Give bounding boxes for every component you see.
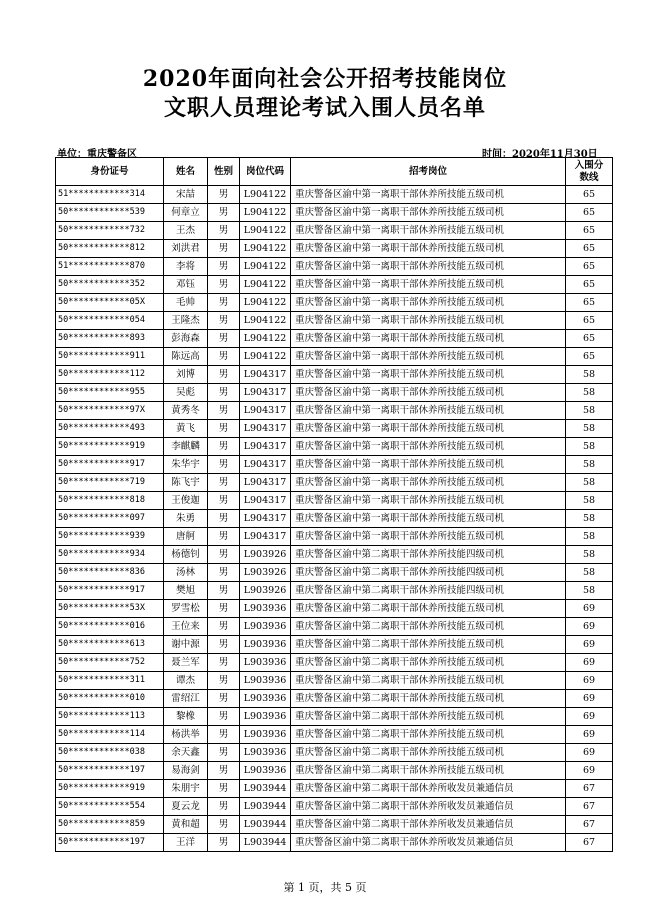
table-row (56, 366, 613, 384)
cell-code: L904122 (240, 258, 291, 276)
cell-post: 重庆警备区渝中第一离职干部休养所技能五级司机 (291, 510, 566, 528)
cell-id: 50************554 (56, 798, 164, 816)
cell-name: 王杰 (164, 222, 208, 240)
cell-name: 吴彪 (164, 384, 208, 402)
document-title-line2: 文职人员理论考试入围人员名单 (163, 95, 486, 121)
cell-score: 58 (566, 402, 613, 420)
cell-sex: 男 (208, 726, 240, 744)
table-row (56, 276, 613, 294)
cell-score: 58 (566, 564, 613, 582)
cell-name: 易海剑 (164, 762, 208, 780)
cell-post: 重庆警备区渝中第二离职干部休养所收发员兼通信员 (291, 816, 566, 834)
cell-id: 50************054 (56, 312, 164, 330)
cell-score: 69 (566, 654, 613, 672)
cell-code: L904317 (240, 492, 291, 510)
cell-name: 王俊迦 (164, 492, 208, 510)
table-row (56, 780, 613, 798)
cell-code: L904122 (240, 240, 291, 258)
cell-sex: 男 (208, 546, 240, 564)
cell-sex: 男 (208, 402, 240, 420)
cell-id: 50************097 (56, 510, 164, 528)
cell-code: L903936 (240, 672, 291, 690)
cell-id: 50************732 (56, 222, 164, 240)
cell-score: 69 (566, 690, 613, 708)
cell-sex: 男 (208, 240, 240, 258)
cell-name: 宋喆 (164, 186, 208, 204)
cell-code: L904317 (240, 438, 291, 456)
cell-id: 50************112 (56, 366, 164, 384)
cell-name: 杨洪举 (164, 726, 208, 744)
cell-name: 黄飞 (164, 420, 208, 438)
cell-code: L903936 (240, 618, 291, 636)
cell-post: 重庆警备区渝中第二离职干部休养所技能五级司机 (291, 654, 566, 672)
cell-name: 李将 (164, 258, 208, 276)
cell-code: L904122 (240, 348, 291, 366)
table-row (56, 546, 613, 564)
cell-name: 聂兰军 (164, 654, 208, 672)
cell-score: 69 (566, 744, 613, 762)
cell-code: L903936 (240, 600, 291, 618)
header-score: 入围分数线 (566, 158, 613, 186)
table-row (56, 312, 613, 330)
cell-post: 重庆警备区渝中第二离职干部休养所技能五级司机 (291, 618, 566, 636)
header-post: 招考岗位 (291, 158, 566, 186)
table-row (56, 798, 613, 816)
cell-score: 65 (566, 222, 613, 240)
table-row (56, 654, 613, 672)
cell-sex: 男 (208, 636, 240, 654)
cell-sex: 男 (208, 366, 240, 384)
cell-code: L904122 (240, 222, 291, 240)
cell-post: 重庆警备区渝中第一离职干部休养所技能五级司机 (291, 240, 566, 258)
cell-code: L903936 (240, 744, 291, 762)
cell-name: 朱朋宇 (164, 780, 208, 798)
cell-sex: 男 (208, 744, 240, 762)
table-row (56, 330, 613, 348)
cell-post: 重庆警备区渝中第一离职干部休养所技能五级司机 (291, 438, 566, 456)
cell-score: 69 (566, 726, 613, 744)
cell-sex: 男 (208, 690, 240, 708)
cell-sex: 男 (208, 780, 240, 798)
cell-post: 重庆警备区渝中第一离职干部休养所技能五级司机 (291, 312, 566, 330)
cell-code: L904122 (240, 186, 291, 204)
cell-post: 重庆警备区渝中第二离职干部休养所技能五级司机 (291, 636, 566, 654)
cell-code: L903936 (240, 636, 291, 654)
table-row (56, 474, 613, 492)
cell-post: 重庆警备区渝中第二离职干部休养所技能五级司机 (291, 762, 566, 780)
cell-code: L904122 (240, 330, 291, 348)
cell-sex: 男 (208, 186, 240, 204)
cell-sex: 男 (208, 762, 240, 780)
cell-sex: 男 (208, 474, 240, 492)
table-row (56, 186, 613, 204)
cell-code: L903936 (240, 654, 291, 672)
table-row (56, 564, 613, 582)
cell-name: 王洋 (164, 834, 208, 852)
cell-name: 余天鑫 (164, 744, 208, 762)
cell-sex: 男 (208, 600, 240, 618)
cell-sex: 男 (208, 798, 240, 816)
table-row (56, 348, 613, 366)
cell-post: 重庆警备区渝中第二离职干部休养所技能四级司机 (291, 546, 566, 564)
cell-name: 樊旭 (164, 582, 208, 600)
cell-sex: 男 (208, 618, 240, 636)
document-title-line1: 2020年面向社会公开招考技能岗位 (142, 66, 508, 92)
cell-post: 重庆警备区渝中第一离职干部休养所技能五级司机 (291, 420, 566, 438)
cell-name: 朱勇 (164, 510, 208, 528)
cell-id: 50************05X (56, 294, 164, 312)
cell-id: 50************016 (56, 618, 164, 636)
cell-score: 67 (566, 780, 613, 798)
cell-score: 67 (566, 816, 613, 834)
cell-code: L904317 (240, 528, 291, 546)
cell-score: 65 (566, 276, 613, 294)
cell-score: 69 (566, 762, 613, 780)
cell-name: 陈远高 (164, 348, 208, 366)
cell-post: 重庆警备区渝中第二离职干部休养所技能五级司机 (291, 672, 566, 690)
cell-code: L903944 (240, 798, 291, 816)
table-row (56, 690, 613, 708)
cell-sex: 男 (208, 384, 240, 402)
cell-score: 65 (566, 348, 613, 366)
table-row (56, 204, 613, 222)
cell-code: L904317 (240, 420, 291, 438)
header-sex: 性别 (208, 158, 240, 186)
cell-sex: 男 (208, 420, 240, 438)
cell-id: 50************352 (56, 276, 164, 294)
cell-id: 50************919 (56, 780, 164, 798)
cell-code: L904317 (240, 474, 291, 492)
cell-id: 50************752 (56, 654, 164, 672)
table-row (56, 708, 613, 726)
cell-id: 50************613 (56, 636, 164, 654)
cell-score: 58 (566, 456, 613, 474)
cell-code: L903944 (240, 816, 291, 834)
table-row (56, 384, 613, 402)
cell-name: 邓钰 (164, 276, 208, 294)
cell-sex: 男 (208, 492, 240, 510)
cell-name: 黄和超 (164, 816, 208, 834)
cell-score: 65 (566, 330, 613, 348)
cell-id: 51************314 (56, 186, 164, 204)
cell-score: 69 (566, 618, 613, 636)
header-name: 姓名 (164, 158, 208, 186)
time-label: 时间：2020年11月30日 (482, 149, 598, 160)
cell-id: 50************010 (56, 690, 164, 708)
cell-id: 50************939 (56, 528, 164, 546)
cell-id: 50************113 (56, 708, 164, 726)
cell-name: 谢中源 (164, 636, 208, 654)
cell-score: 65 (566, 186, 613, 204)
table-row (56, 456, 613, 474)
table-row (56, 492, 613, 510)
table-row (56, 402, 613, 420)
page-footer: 第 1 页，共 5 页 (283, 881, 367, 894)
cell-id: 50************197 (56, 762, 164, 780)
cell-id: 50************812 (56, 240, 164, 258)
cell-code: L903926 (240, 564, 291, 582)
cell-sex: 男 (208, 312, 240, 330)
cell-code: L904317 (240, 456, 291, 474)
table-row (56, 528, 613, 546)
cell-name: 罗雪松 (164, 600, 208, 618)
cell-score: 69 (566, 636, 613, 654)
unit-label: 单位：重庆警备区 (57, 149, 137, 160)
cell-code: L903936 (240, 762, 291, 780)
cell-post: 重庆警备区渝中第一离职干部休养所技能五级司机 (291, 474, 566, 492)
cell-name: 雷绍江 (164, 690, 208, 708)
table-row (56, 582, 613, 600)
cell-post: 重庆警备区渝中第一离职干部休养所技能五级司机 (291, 528, 566, 546)
cell-id: 50************539 (56, 204, 164, 222)
cell-sex: 男 (208, 204, 240, 222)
cell-post: 重庆警备区渝中第二离职干部休养所技能五级司机 (291, 726, 566, 744)
cell-id: 50************893 (56, 330, 164, 348)
table-row (56, 258, 613, 276)
table-body (56, 186, 613, 852)
cell-sex: 男 (208, 708, 240, 726)
cell-id: 50************934 (56, 546, 164, 564)
cell-sex: 男 (208, 834, 240, 852)
cell-post: 重庆警备区渝中第二离职干部休养所收发员兼通信员 (291, 780, 566, 798)
table-row (56, 636, 613, 654)
cell-code: L903936 (240, 726, 291, 744)
cell-post: 重庆警备区渝中第二离职干部休养所技能五级司机 (291, 690, 566, 708)
cell-name: 陈飞宇 (164, 474, 208, 492)
table-row (56, 834, 613, 852)
cell-score: 58 (566, 420, 613, 438)
table-row (56, 726, 613, 744)
cell-id: 50************911 (56, 348, 164, 366)
table-row (56, 600, 613, 618)
cell-post: 重庆警备区渝中第一离职干部休养所技能五级司机 (291, 330, 566, 348)
cell-id: 50************114 (56, 726, 164, 744)
cell-score: 69 (566, 672, 613, 690)
table-row (56, 816, 613, 834)
table-row (56, 762, 613, 780)
cell-post: 重庆警备区渝中第二离职干部休养所技能五级司机 (291, 708, 566, 726)
table-row (56, 672, 613, 690)
cell-code: L903936 (240, 690, 291, 708)
table-row (56, 618, 613, 636)
cell-sex: 男 (208, 510, 240, 528)
cell-sex: 男 (208, 258, 240, 276)
cell-code: L903944 (240, 780, 291, 798)
cell-code: L904317 (240, 366, 291, 384)
cell-code: L904317 (240, 402, 291, 420)
cell-id: 50************53X (56, 600, 164, 618)
cell-code: L904317 (240, 384, 291, 402)
cell-sex: 男 (208, 330, 240, 348)
cell-name: 李麒麟 (164, 438, 208, 456)
table-row (56, 510, 613, 528)
cell-name: 刘博 (164, 366, 208, 384)
cell-id: 50************859 (56, 816, 164, 834)
cell-sex: 男 (208, 528, 240, 546)
cell-code: L903926 (240, 582, 291, 600)
cell-score: 58 (566, 528, 613, 546)
cell-name: 黎橡 (164, 708, 208, 726)
cell-name: 杨德钊 (164, 546, 208, 564)
cell-score: 65 (566, 294, 613, 312)
cell-post: 重庆警备区渝中第一离职干部休养所技能五级司机 (291, 186, 566, 204)
cell-post: 重庆警备区渝中第二离职干部休养所技能四级司机 (291, 564, 566, 582)
cell-code: L904122 (240, 204, 291, 222)
cell-code: L904122 (240, 294, 291, 312)
cell-name: 黄秀冬 (164, 402, 208, 420)
cell-score: 69 (566, 600, 613, 618)
cell-post: 重庆警备区渝中第二离职干部休养所收发员兼通信员 (291, 798, 566, 816)
cell-post: 重庆警备区渝中第一离职干部休养所技能五级司机 (291, 492, 566, 510)
table-row (56, 294, 613, 312)
cell-post: 重庆警备区渝中第一离职干部休养所技能五级司机 (291, 204, 566, 222)
cell-name: 毛帅 (164, 294, 208, 312)
cell-sex: 男 (208, 348, 240, 366)
cell-id: 50************97X (56, 402, 164, 420)
cell-score: 58 (566, 366, 613, 384)
cell-name: 王位来 (164, 618, 208, 636)
candidate-table (55, 157, 613, 852)
cell-post: 重庆警备区渝中第二离职干部休养所收发员兼通信员 (291, 834, 566, 852)
cell-id: 50************955 (56, 384, 164, 402)
cell-post: 重庆警备区渝中第一离职干部休养所技能五级司机 (291, 294, 566, 312)
cell-sex: 男 (208, 564, 240, 582)
cell-score: 58 (566, 474, 613, 492)
cell-id: 50************919 (56, 438, 164, 456)
cell-name: 谭杰 (164, 672, 208, 690)
cell-id: 50************818 (56, 492, 164, 510)
cell-post: 重庆警备区渝中第二离职干部休养所技能五级司机 (291, 600, 566, 618)
cell-name: 汤林 (164, 564, 208, 582)
cell-id: 50************836 (56, 564, 164, 582)
cell-name: 王隆杰 (164, 312, 208, 330)
cell-score: 65 (566, 312, 613, 330)
cell-score: 58 (566, 492, 613, 510)
cell-score: 67 (566, 834, 613, 852)
cell-score: 58 (566, 510, 613, 528)
cell-sex: 男 (208, 672, 240, 690)
cell-id: 50************917 (56, 582, 164, 600)
cell-score: 58 (566, 546, 613, 564)
cell-code: L903936 (240, 708, 291, 726)
cell-score: 58 (566, 438, 613, 456)
cell-id: 50************917 (56, 456, 164, 474)
cell-code: L904317 (240, 510, 291, 528)
cell-code: L903926 (240, 546, 291, 564)
cell-code: L903944 (240, 834, 291, 852)
table-row (56, 438, 613, 456)
cell-id: 51************870 (56, 258, 164, 276)
cell-post: 重庆警备区渝中第二离职干部休养所技能四级司机 (291, 582, 566, 600)
cell-sex: 男 (208, 222, 240, 240)
cell-id: 50************493 (56, 420, 164, 438)
cell-name: 唐舸 (164, 528, 208, 546)
cell-post: 重庆警备区渝中第一离职干部休养所技能五级司机 (291, 402, 566, 420)
cell-sex: 男 (208, 438, 240, 456)
cell-id: 50************038 (56, 744, 164, 762)
cell-id: 50************197 (56, 834, 164, 852)
cell-score: 58 (566, 582, 613, 600)
cell-name: 何章立 (164, 204, 208, 222)
cell-post: 重庆警备区渝中第一离职干部休养所技能五级司机 (291, 222, 566, 240)
cell-sex: 男 (208, 582, 240, 600)
cell-id: 50************719 (56, 474, 164, 492)
table-row (56, 744, 613, 762)
cell-sex: 男 (208, 816, 240, 834)
cell-sex: 男 (208, 456, 240, 474)
cell-name: 刘洪君 (164, 240, 208, 258)
table-row (56, 420, 613, 438)
cell-id: 50************311 (56, 672, 164, 690)
cell-code: L904122 (240, 312, 291, 330)
cell-sex: 男 (208, 654, 240, 672)
cell-post: 重庆警备区渝中第一离职干部休养所技能五级司机 (291, 366, 566, 384)
cell-sex: 男 (208, 294, 240, 312)
cell-name: 夏云龙 (164, 798, 208, 816)
cell-score: 67 (566, 798, 613, 816)
cell-score: 65 (566, 258, 613, 276)
cell-post: 重庆警备区渝中第一离职干部休养所技能五级司机 (291, 276, 566, 294)
cell-score: 58 (566, 384, 613, 402)
cell-post: 重庆警备区渝中第一离职干部休养所技能五级司机 (291, 348, 566, 366)
cell-sex: 男 (208, 276, 240, 294)
cell-post: 重庆警备区渝中第一离职干部休养所技能五级司机 (291, 258, 566, 276)
cell-post: 重庆警备区渝中第一离职干部休养所技能五级司机 (291, 384, 566, 402)
cell-name: 彭海森 (164, 330, 208, 348)
cell-code: L904122 (240, 276, 291, 294)
table-row (56, 240, 613, 258)
table-row (56, 222, 613, 240)
cell-score: 65 (566, 240, 613, 258)
cell-post: 重庆警备区渝中第一离职干部休养所技能五级司机 (291, 456, 566, 474)
header-id: 身份证号 (56, 158, 164, 186)
cell-score: 69 (566, 708, 613, 726)
header-code: 岗位代码 (240, 158, 291, 186)
table-header-row (56, 158, 613, 186)
cell-name: 朱华宇 (164, 456, 208, 474)
cell-score: 65 (566, 204, 613, 222)
cell-post: 重庆警备区渝中第二离职干部休养所技能五级司机 (291, 744, 566, 762)
